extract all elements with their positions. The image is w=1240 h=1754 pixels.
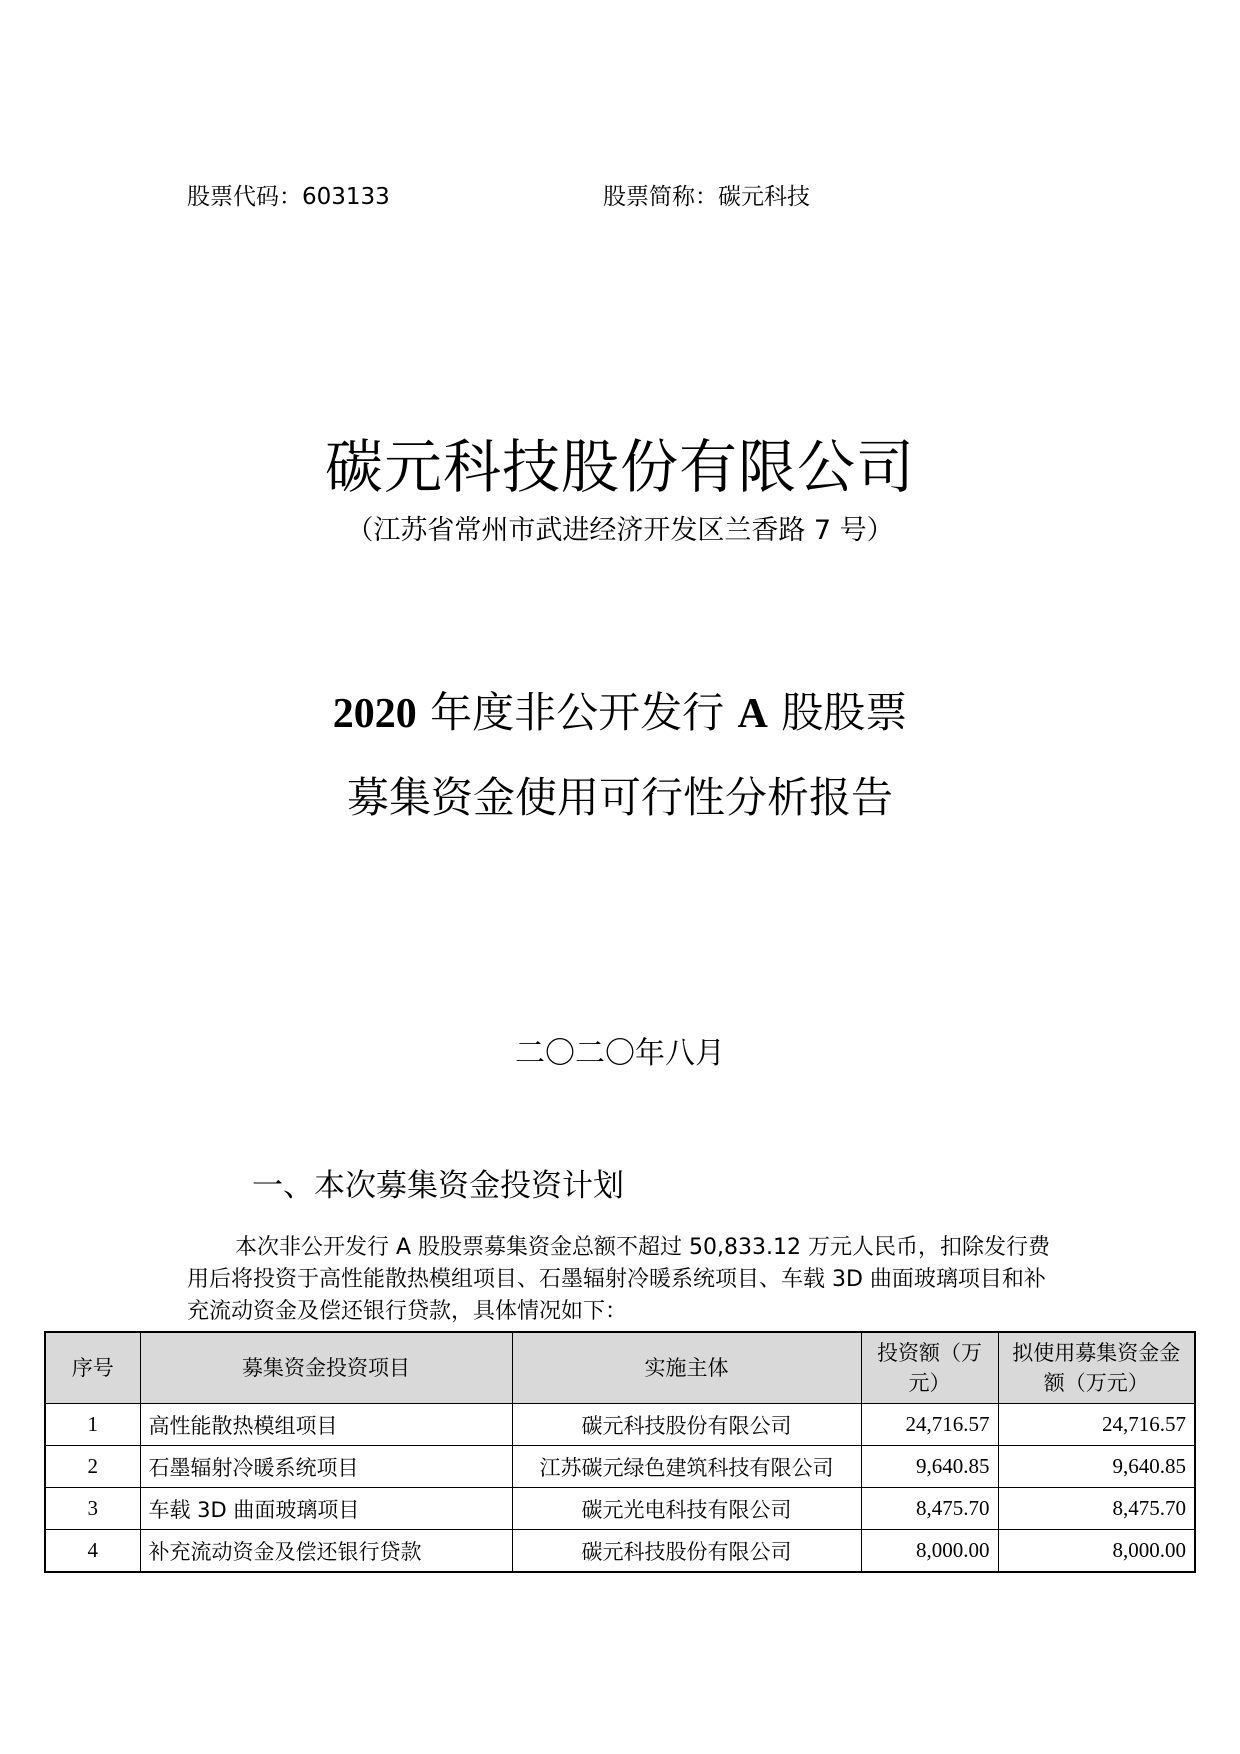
col-header-proceeds: 拟使用募集资金金额（万元）: [998, 1332, 1195, 1404]
cell-index: 4: [45, 1530, 140, 1573]
cell-index: 3: [45, 1488, 140, 1530]
col-header-investment: 投资额（万元）: [861, 1332, 998, 1404]
cell-proceeds: 24,716.57: [998, 1404, 1195, 1446]
title-end: 股股票: [767, 688, 908, 737]
col-header-project: 募集资金投资项目: [140, 1332, 512, 1404]
table-row: [45, 1530, 1195, 1573]
cell-entity: 江苏碳元绿色建筑科技有限公司: [512, 1446, 861, 1488]
title-share-class: A: [737, 691, 768, 737]
table-header-row: [45, 1332, 1195, 1404]
cell-entity: 碳元科技股份有限公司: [512, 1404, 861, 1446]
investment-table: [44, 1331, 1196, 1573]
cell-project: 车载 3D 曲面玻璃项目: [140, 1488, 512, 1530]
cell-index: 1: [45, 1404, 140, 1446]
title-mid: 年度非公开发行: [416, 688, 738, 737]
company-name: 碳元科技股份有限公司: [324, 433, 915, 501]
cell-proceeds: 8,000.00: [998, 1530, 1195, 1573]
cell-index: 2: [45, 1446, 140, 1488]
cell-project: 高性能散热模组项目: [140, 1404, 512, 1446]
table-row: [45, 1488, 1195, 1530]
cell-project: 补充流动资金及偿还银行贷款: [140, 1530, 512, 1573]
cell-investment: 8,475.70: [861, 1488, 998, 1530]
report-date: 二〇二〇年八月: [515, 1036, 725, 1071]
table-row: [45, 1404, 1195, 1446]
title-year: 2020: [332, 691, 417, 737]
section-paragraph: 本次非公开发行 A 股股票募集资金总额不超过 50,833.12 万元人民币，扣除发行费用后将投资于高性能散热模组项目、石墨辐射冷暖系统项目、车载 3D 曲面玻璃项目和补充流动资金及偿还银行贷款，具体情况如下：: [187, 1235, 1050, 1324]
report-title-line2: 募集资金使用可行性分析报告: [346, 773, 893, 822]
cell-proceeds: 8,475.70: [998, 1488, 1195, 1530]
table-row: [45, 1446, 1195, 1488]
stock-short-name: 股票简称：碳元科技: [603, 184, 810, 210]
stock-code: 股票代码：603133: [187, 184, 390, 210]
report-title-line1: [0, 680, 1240, 740]
cell-investment: 24,716.57: [861, 1404, 998, 1446]
col-header-entity: 实施主体: [512, 1332, 861, 1404]
cell-project: 石墨辐射冷暖系统项目: [140, 1446, 512, 1488]
cell-entity: 碳元科技股份有限公司: [512, 1530, 861, 1573]
company-address: （江苏省常州市武进经济开发区兰香路 7 号）: [346, 515, 894, 546]
cell-entity: 碳元光电科技有限公司: [512, 1488, 861, 1530]
section-heading: 一、本次募集资金投资计划: [252, 1168, 624, 1204]
cell-investment: 9,640.85: [861, 1446, 998, 1488]
cell-proceeds: 9,640.85: [998, 1446, 1195, 1488]
col-header-index: 序号: [45, 1332, 140, 1404]
cell-investment: 8,000.00: [861, 1530, 998, 1573]
